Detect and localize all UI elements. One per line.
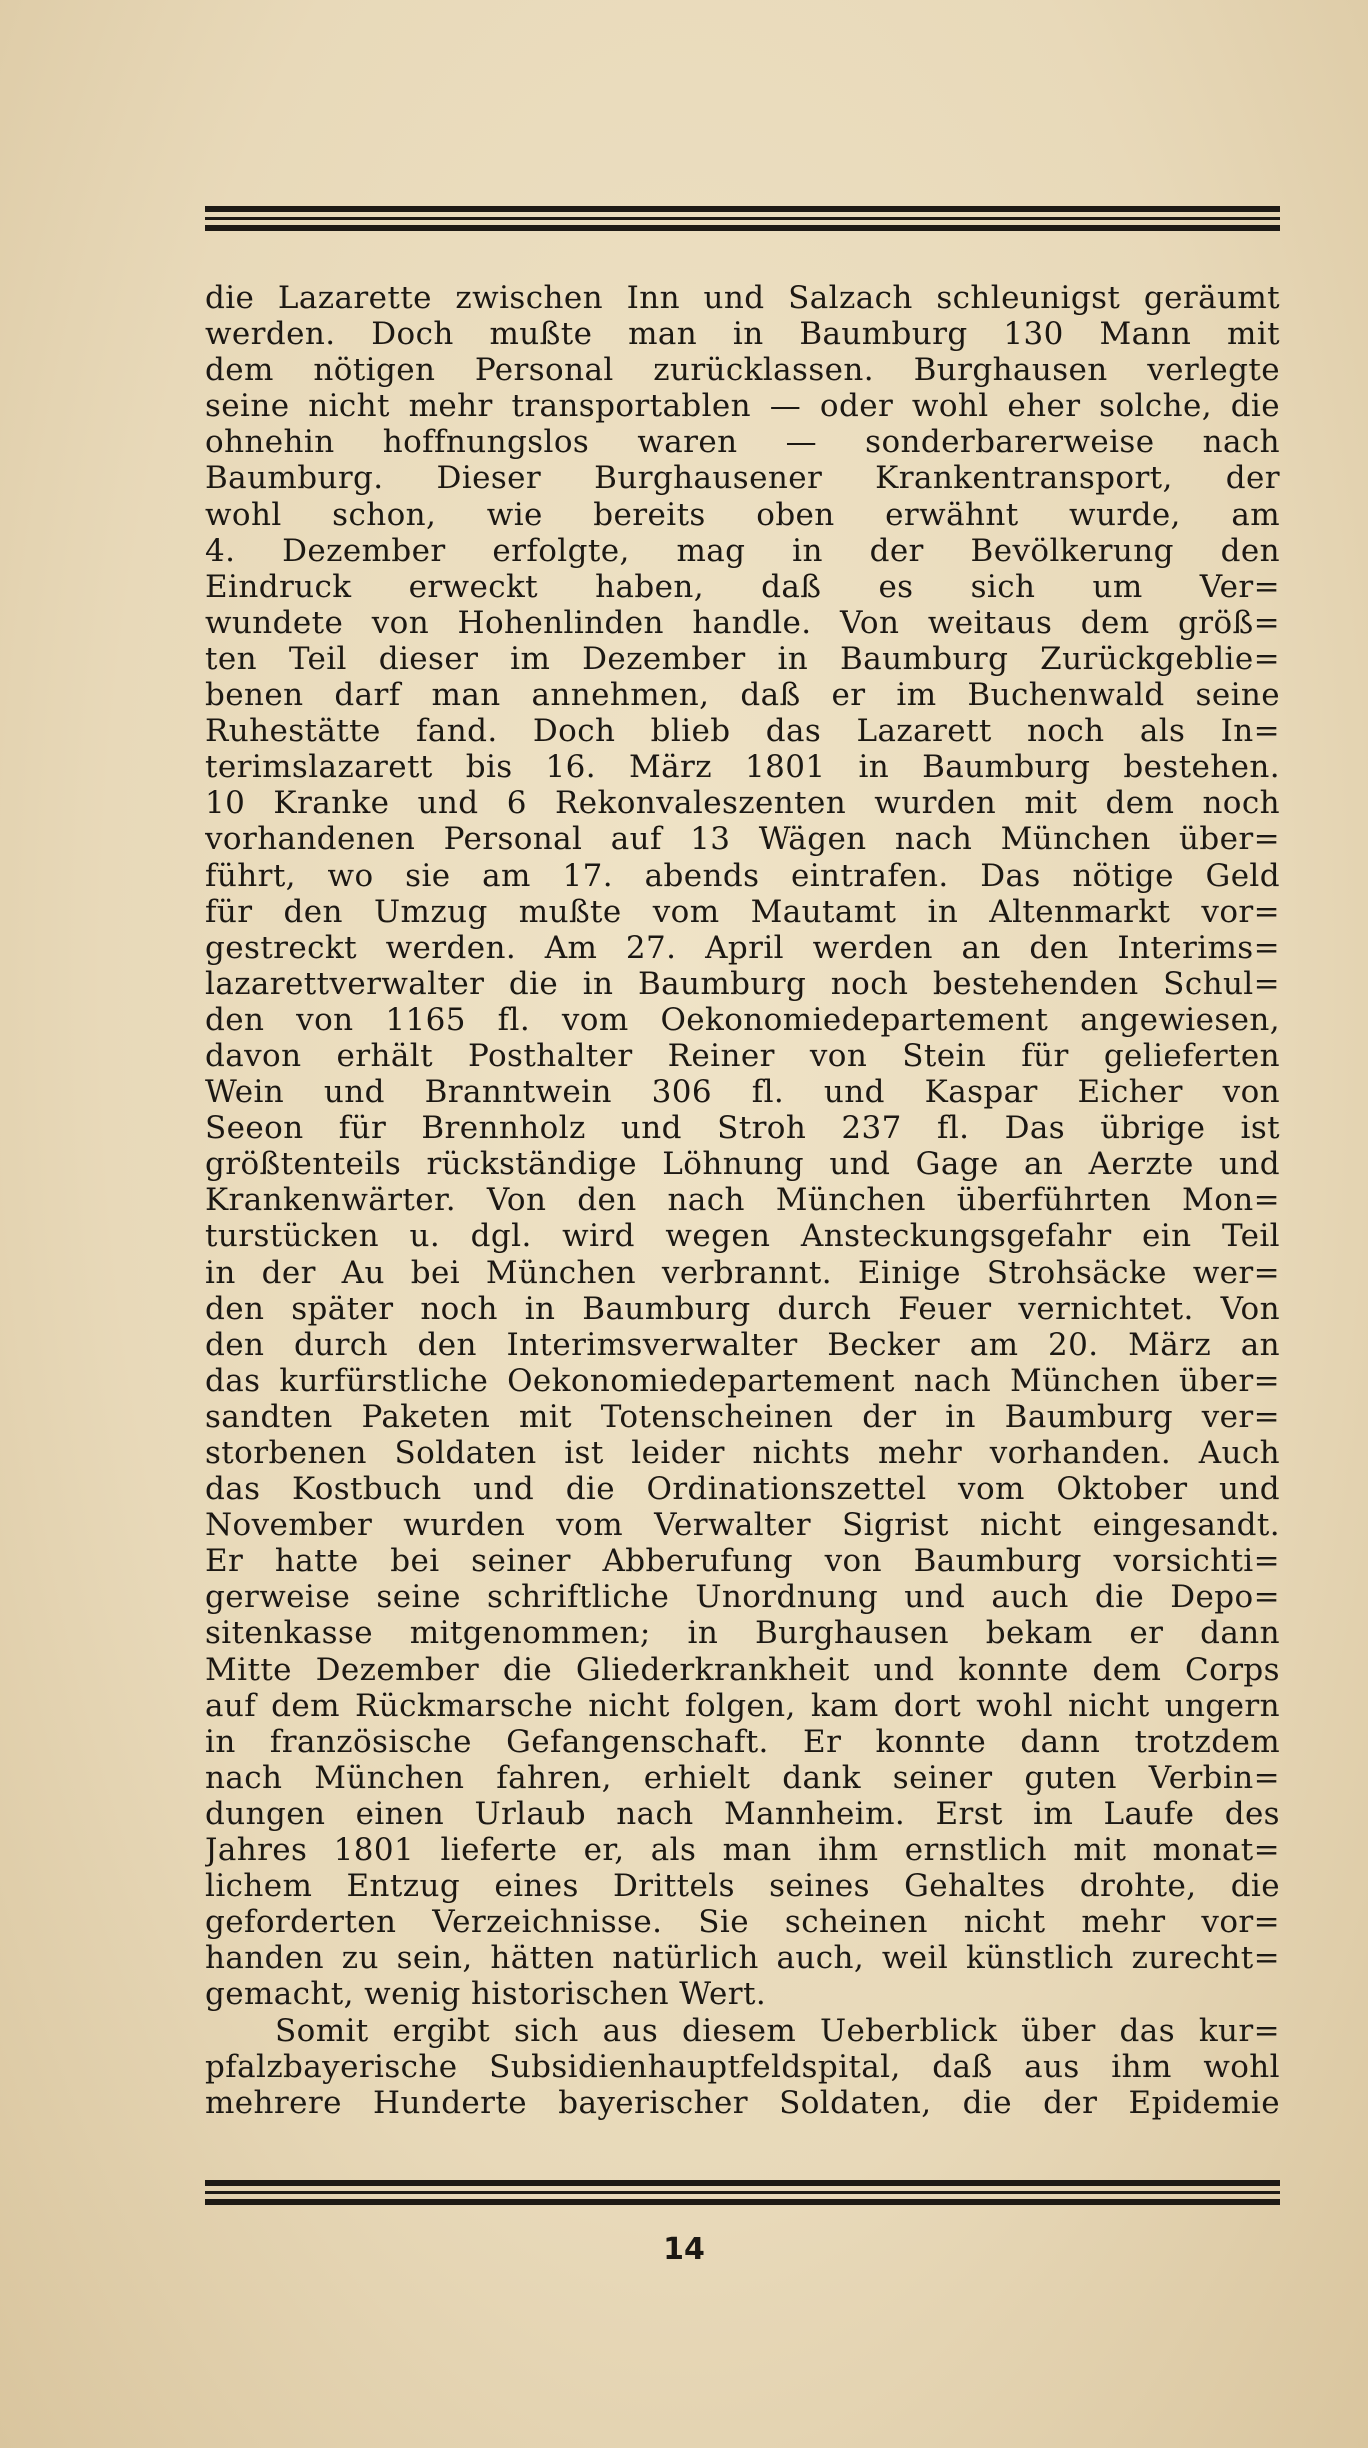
body-text	[205, 280, 1280, 2121]
text-line: geforderten Verzeichnisse. Sie scheinen nicht mehr vor=	[205, 1904, 1280, 1941]
text-line: den von 1165 fl. vom Oekonomiedepartement angewiesen,	[205, 1001, 1280, 1038]
text-line: Ruhestätte fand. Doch blieb das Lazarett noch als In=	[205, 713, 1280, 750]
text-line: gerweise seine schriftliche Unordnung und auch die Depo=	[205, 1579, 1280, 1616]
text-line: ohnehin hoffnungslos waren — sonderbarerweise nach	[205, 424, 1280, 461]
text-line: ten Teil dieser im Dezember in Baumburg Zurückgeblie=	[205, 640, 1280, 677]
text-line: lazarettverwalter die in Baumburg noch bestehenden Schul=	[205, 965, 1280, 1002]
text-line: die Lazarette zwischen Inn und Salzach schleunigst geräumt	[205, 280, 1280, 316]
text-line: wundete von Hohenlinden handle. Von weitaus dem größ=	[205, 604, 1280, 641]
text-line: größtenteils rückständige Löhnung und Gage an Aerzte und	[205, 1146, 1280, 1183]
text-line: Krankenwärter. Von den nach München überführten Mon=	[205, 1182, 1280, 1219]
text-line: in französische Gefangenschaft. Er konnte dann trotzdem	[205, 1723, 1280, 1760]
text-line: Seeon für Brennholz und Stroh 237 fl. Das übrige ist	[205, 1110, 1280, 1147]
text-line: nach München fahren, erhielt dank seiner guten Verbin=	[205, 1759, 1280, 1796]
text-line: vorhandenen Personal auf 13 Wägen nach München über=	[205, 821, 1280, 858]
text-line: sandten Paketen mit Totenscheinen der in Baumburg ver=	[205, 1398, 1280, 1435]
text-line: Eindruck erweckt haben, daß es sich um Ver=	[205, 568, 1280, 605]
text-line: November wurden vom Verwalter Sigrist nicht eingesandt.	[205, 1507, 1280, 1544]
top-ornamental-rule	[205, 206, 1280, 236]
text-line: seine nicht mehr transportablen — oder wohl eher solche, die	[205, 388, 1280, 425]
text-line: terimslazarett bis 16. März 1801 in Baumburg bestehen.	[205, 749, 1280, 786]
text-line: 4. Dezember erfolgte, mag in der Bevölkerung den	[205, 532, 1280, 569]
text-line: auf dem Rückmarsche nicht folgen, kam dort wohl nicht ungern	[205, 1687, 1280, 1724]
text-line: sitenkasse mitgenommen; in Burghausen bekam er dann	[205, 1615, 1280, 1652]
text-line: das Kostbuch und die Ordinationszettel vom Oktober und	[205, 1471, 1280, 1508]
text-line-paragraph-end: gemacht, wenig historischen Wert.	[205, 1976, 767, 2013]
text-line: Wein und Branntwein 306 fl. und Kaspar Eicher von	[205, 1074, 1280, 1111]
text-line: gestreckt werden. Am 27. April werden an den Interims=	[205, 929, 1280, 966]
text-line: den später noch in Baumburg durch Feuer vernichtet. Von	[205, 1290, 1280, 1327]
text-line: turstücken u. dgl. wird wegen Ansteckungsgefahr ein Teil	[205, 1218, 1280, 1255]
text-line: storbenen Soldaten ist leider nichts mehr vorhanden. Auch	[205, 1435, 1280, 1471]
text-line: pfalzbayerische Subsidienhauptfeldspital, daß aus ihm wohl	[205, 2048, 1280, 2085]
text-line: davon erhält Posthalter Reiner von Stein für gelieferten	[205, 1037, 1280, 1074]
text-line: handen zu sein, hätten natürlich auch, weil künstlich zurecht=	[205, 1940, 1280, 1977]
text-line: wohl schon, wie bereits oben erwähnt wurde, am	[205, 496, 1280, 533]
text-line: benen darf man annehmen, daß er im Buchenwald seine	[205, 677, 1280, 714]
text-line: Baumburg. Dieser Burghausener Krankentransport, der	[205, 460, 1280, 497]
text-line: dungen einen Urlaub nach Mannheim. Erst im Laufe des	[205, 1795, 1280, 1832]
bottom-ornamental-rule	[205, 2180, 1280, 2210]
text-line: Mitte Dezember die Gliederkrankheit und konnte dem Corps	[205, 1651, 1280, 1688]
text-line: für den Umzug mußte vom Mautamt in Altenmarkt vor=	[205, 893, 1280, 930]
text-line: Jahres 1801 lieferte er, als man ihm ernstlich mit monat=	[205, 1832, 1280, 1869]
page-number: 14	[663, 2232, 705, 2267]
text-line: lichem Entzug eines Drittels seines Gehaltes drohte, die	[205, 1868, 1280, 1905]
text-line: Er hatte bei seiner Abberufung von Baumburg vorsichti=	[205, 1543, 1280, 1580]
text-line-paragraph-start: Somit ergibt sich aus diesem Ueberblick über das kur=	[275, 2012, 1280, 2049]
text-line: werden. Doch mußte man in Baumburg 130 Mann mit	[205, 316, 1280, 353]
text-line: mehrere Hunderte bayerischer Soldaten, die der Epidemie	[205, 2084, 1280, 2121]
text-line: das kurfürstliche Oekonomiedepartement nach München über=	[205, 1362, 1280, 1399]
text-line: den durch den Interimsverwalter Becker am 20. März an	[205, 1326, 1280, 1363]
text-line: in der Au bei München verbrannt. Einige Strohsäcke wer=	[205, 1254, 1280, 1291]
text-line: dem nötigen Personal zurücklassen. Burghausen verlegte	[205, 352, 1280, 389]
text-line: 10 Kranke und 6 Rekonvaleszenten wurden mit dem noch	[205, 785, 1280, 822]
text-line: führt, wo sie am 17. abends eintrafen. Das nötige Geld	[205, 857, 1280, 894]
